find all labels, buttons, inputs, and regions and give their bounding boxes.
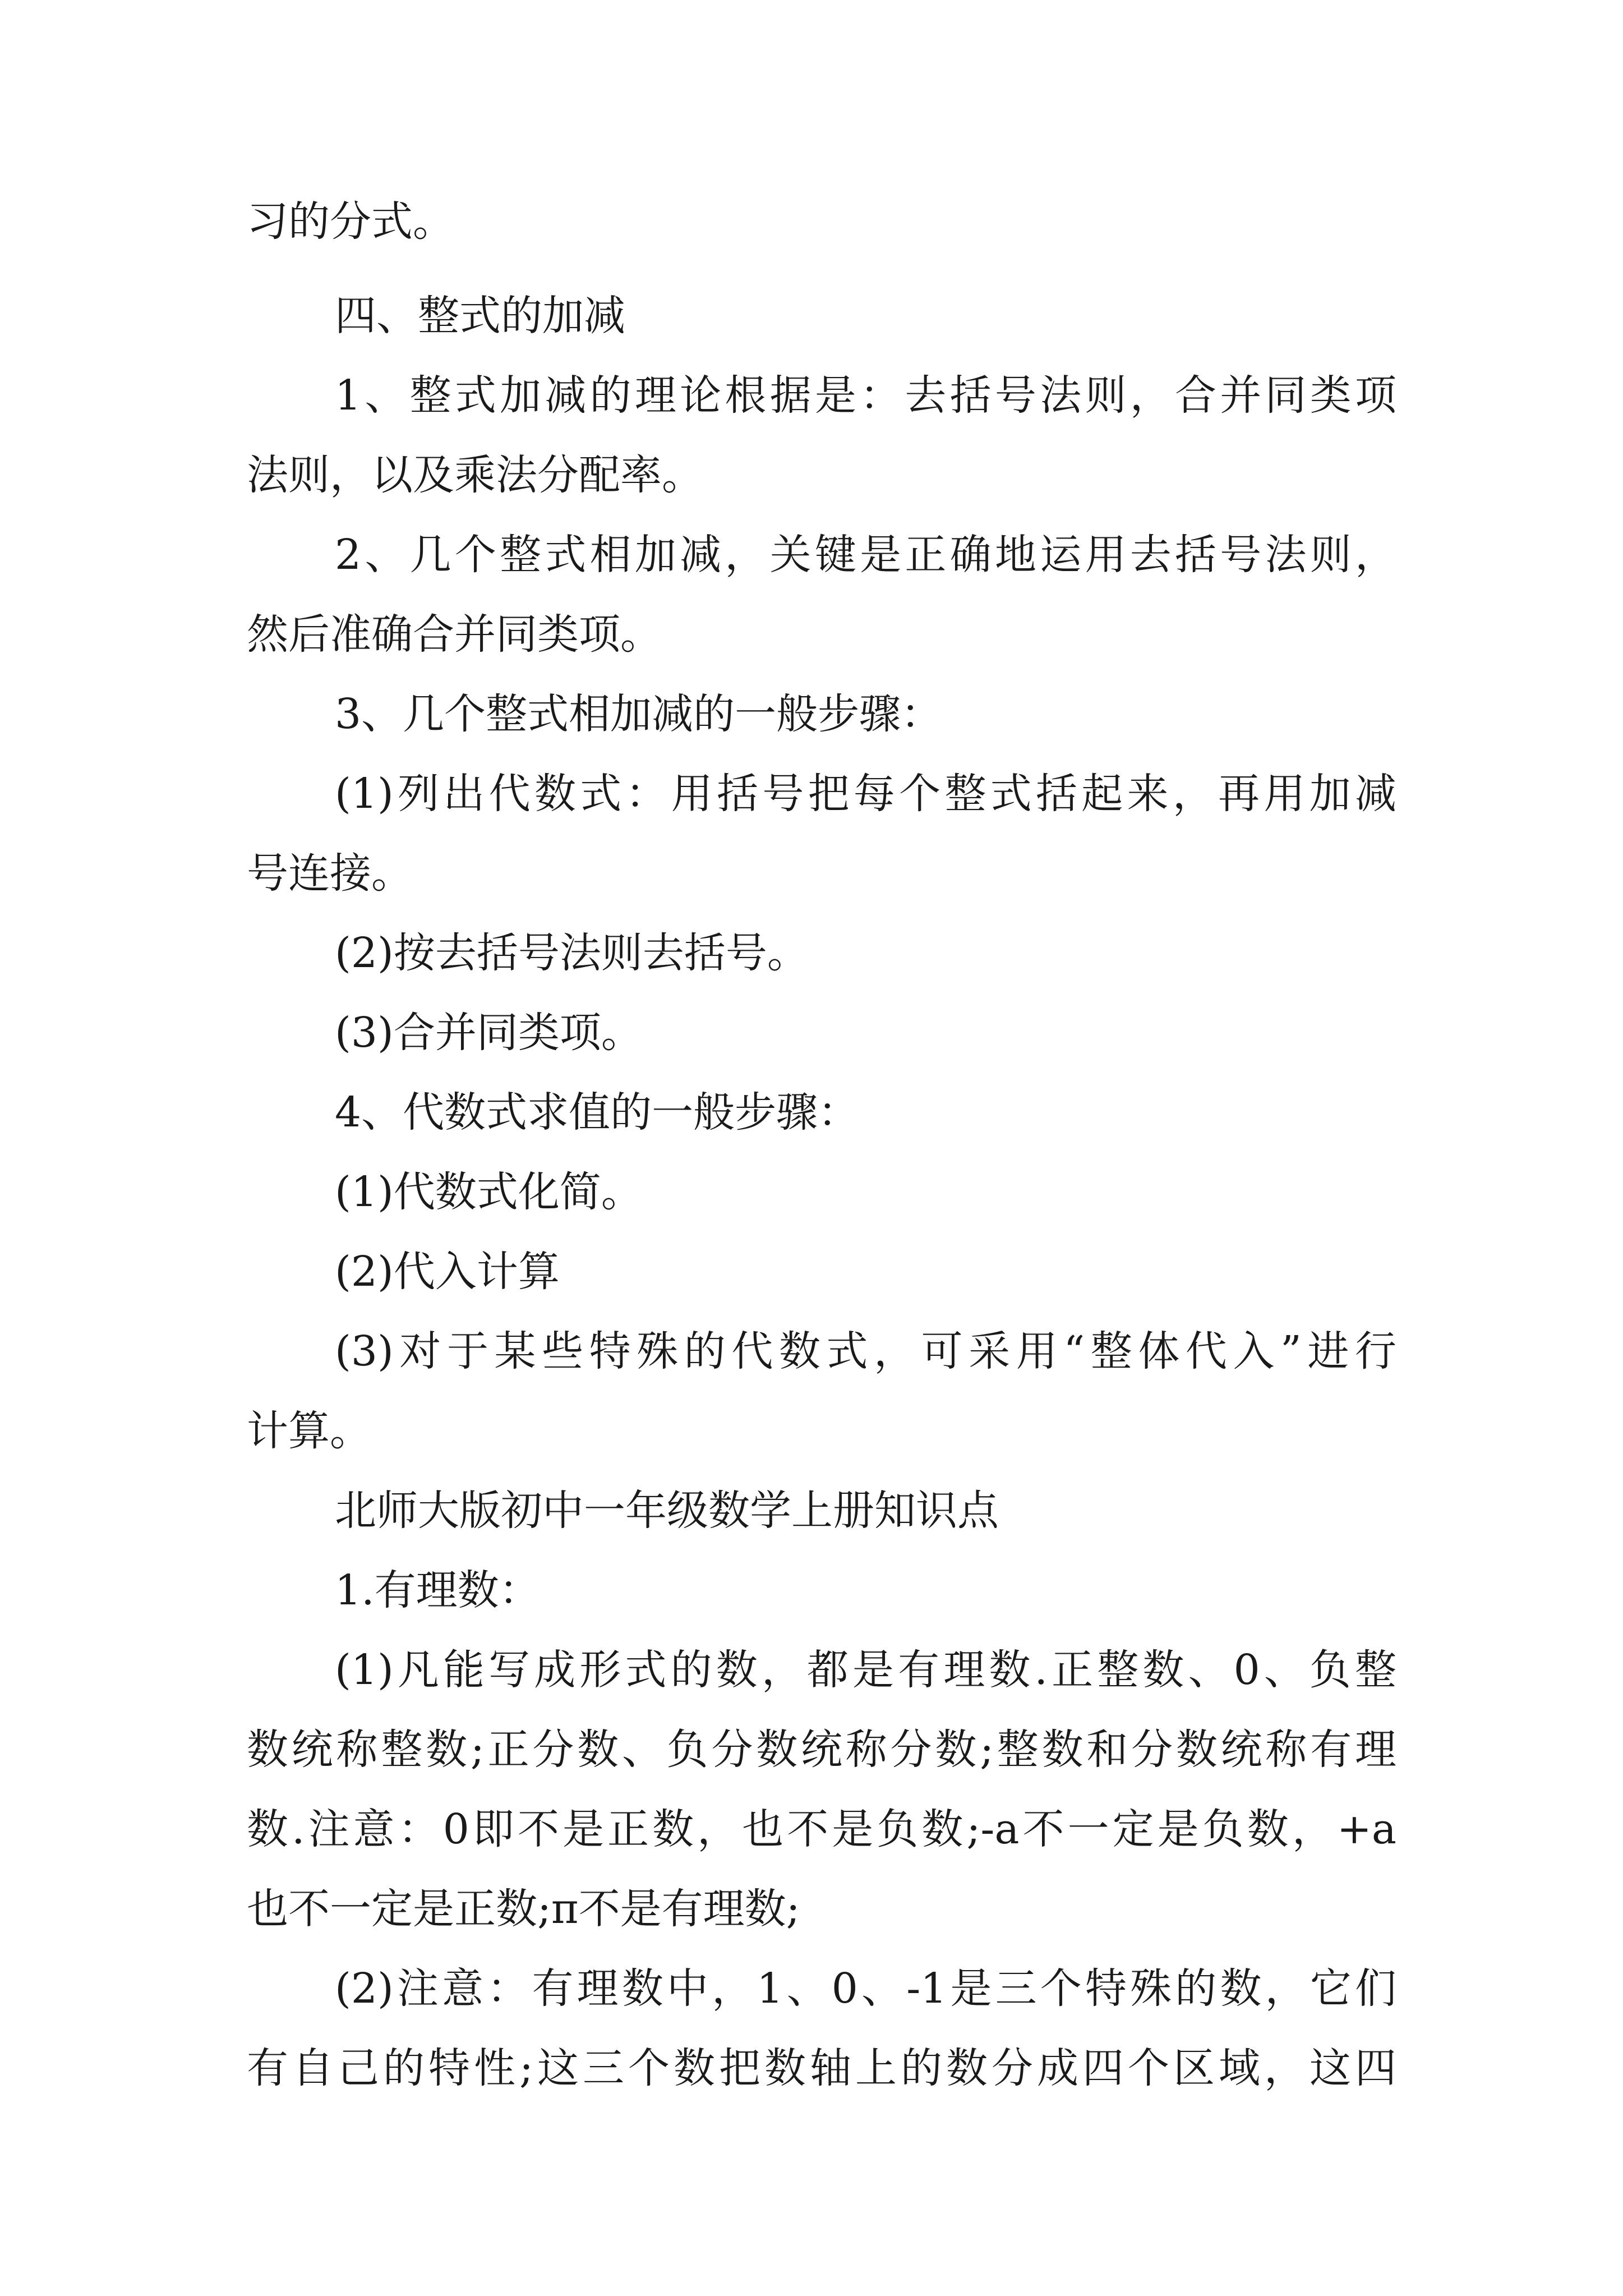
text-line: (2)注意：有理数中，1、0、-1是三个特殊的数，它们 xyxy=(335,1964,1396,2013)
text-line: (3)合并同类项。 xyxy=(335,1009,643,1057)
text-line: (3)对于某些特殊的代数式，可采用“整体代入”进行 xyxy=(335,1327,1396,1375)
text-line: (1)列出代数式：用括号把每个整式括起来，再用加减 xyxy=(335,770,1396,818)
text-line: (1)凡能写成形式的数，都是有理数.正整数、0、负整 xyxy=(335,1646,1396,1694)
section-heading: 北师大版初中一年级数学上册知识点 xyxy=(335,1487,999,1535)
text-line: 3、几个整式相加减的一般步骤： xyxy=(335,690,943,738)
text-line: (2)代入计算 xyxy=(335,1248,560,1296)
section-heading: 四、整式的加减 xyxy=(335,292,625,340)
text-line: 1.有理数： xyxy=(335,1566,541,1614)
text-line: 4、代数式求值的一般步骤： xyxy=(335,1088,860,1137)
text-line: 1、整式加减的理论根据是：去括号法则，合并同类项 xyxy=(335,371,1396,420)
text-line: 数统称整数;正分数、负分数统称分数;整数和分数统称有理 xyxy=(247,1726,1396,1774)
text-line: (2)按去括号法则去括号。 xyxy=(335,929,809,977)
text-line: (1)代数式化简。 xyxy=(335,1168,643,1216)
text-line: 法则，以及乘法分配率。 xyxy=(247,451,703,499)
text-line: 数.注意：0即不是正数，也不是负数;-a不一定是负数，+a xyxy=(247,1805,1396,1853)
text-line: 然后准确合并同类项。 xyxy=(247,610,662,659)
text-line: 有自己的特性;这三个数把数轴上的数分成四个区域，这四 xyxy=(247,2044,1396,2092)
text-line: 习的分式。 xyxy=(247,197,454,246)
text-line: 也不一定是正数;π不是有理数; xyxy=(247,1885,800,1933)
text-line: 号连接。 xyxy=(247,849,413,898)
text-line: 计算。 xyxy=(247,1407,371,1455)
text-line: 2、几个整式相加减，关键是正确地运用去括号法则， xyxy=(335,531,1396,579)
